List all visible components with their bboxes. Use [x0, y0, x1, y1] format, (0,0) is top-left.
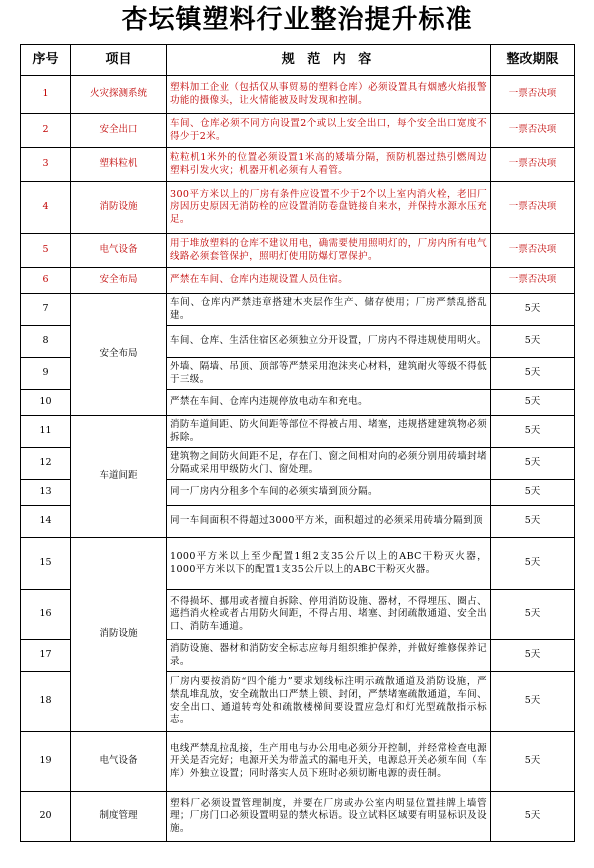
row-content: 建筑物之间防火间距不足，存在门、窗之间相对向的必须分别用砖墙封堵分隔或采用甲级防火门、窗处理。 — [167, 448, 491, 480]
row-item: 消防设施 — [71, 182, 167, 234]
header-number: 序号 — [21, 45, 71, 76]
row-content: 外墙、隔墙、吊顶、顶部等严禁采用泡沫夹心材料，建筑耐火等级不得低于三级。 — [167, 358, 491, 390]
row-content: 粒粒机1米外的位置必须设置1米高的矮墙分隔，预防机器过热引燃周边塑料引发火灾；机器开机必须有人看管。 — [167, 148, 491, 182]
row-deadline: 一票否决项 — [491, 76, 575, 114]
row-number: 16 — [21, 590, 71, 640]
row-number: 4 — [21, 182, 71, 234]
row-deadline: 5天 — [491, 792, 575, 842]
table-row — [21, 416, 575, 448]
row-content: 塑料加工企业（包括仅从事贸易的塑料仓库）必须设置具有烟感火焰报警功能的摄像头，让火情能被及时发现和控制。 — [167, 76, 491, 114]
header-content: 规 范 内 容 — [167, 45, 491, 76]
row-content: 1000平方米以上至少配置1组2支35公斤以上的ABC干粉灭火器，1000平方米以下的配置1支35公斤以上的ABC干粉灭火器。 — [167, 538, 491, 590]
row-item: 塑料粒机 — [71, 148, 167, 182]
row-number: 11 — [21, 416, 71, 448]
group-item: 车道间距 — [71, 416, 167, 538]
row-content: 同一厂房内分租多个车间的必须实墙到顶分隔。 — [167, 480, 491, 506]
table-header-row — [21, 45, 575, 76]
row-item: 安全布局 — [71, 268, 167, 294]
row-content: 用于堆放塑料的仓库不建议用电，确需要使用照明灯的，厂房内所有电气线路必须套管保护，照明灯使用防爆灯罩保护。 — [167, 234, 491, 268]
table-row — [21, 76, 575, 114]
row-number: 14 — [21, 506, 71, 538]
row-deadline: 5天 — [491, 294, 575, 326]
row-content: 消防设施、器材和消防安全标志应每月组织维护保养，并做好维修保养记录。 — [167, 640, 491, 672]
row-deadline: 5天 — [491, 506, 575, 538]
row-number: 2 — [21, 114, 71, 148]
row-deadline: 一票否决项 — [491, 182, 575, 234]
table-row — [21, 234, 575, 268]
row-number: 10 — [21, 390, 71, 416]
table-row — [21, 268, 575, 294]
row-number: 6 — [21, 268, 71, 294]
row-deadline: 5天 — [491, 590, 575, 640]
row-deadline: 一票否决项 — [491, 114, 575, 148]
standards-table — [20, 44, 575, 842]
row-number: 8 — [21, 326, 71, 358]
row-content: 厂房内要按消防“四个能力”要求划线标注明示疏散通道及消防设施，严禁乱堆乱放，安全疏散出口严禁上锁、封闭，严禁堵塞疏散通道，车间、安全出口、通道转弯处和疏散楼梯间要设置应急灯和灯光型疏散指示标志。 — [167, 672, 491, 732]
row-item: 电气设备 — [71, 732, 167, 792]
row-number: 20 — [21, 792, 71, 842]
row-number: 9 — [21, 358, 71, 390]
row-number: 1 — [21, 76, 71, 114]
row-number: 18 — [21, 672, 71, 732]
table-row — [21, 294, 575, 326]
table-row — [21, 538, 575, 590]
header-item: 项目 — [71, 45, 167, 76]
row-deadline: 5天 — [491, 480, 575, 506]
row-deadline: 5天 — [491, 672, 575, 732]
row-deadline: 一票否决项 — [491, 148, 575, 182]
row-deadline: 5天 — [491, 448, 575, 480]
row-content: 车间、仓库内严禁违章搭建木夹层作生产、储存使用；厂房严禁乱搭乱建。 — [167, 294, 491, 326]
row-number: 12 — [21, 448, 71, 480]
row-number: 3 — [21, 148, 71, 182]
row-content: 300平方米以上的厂房有条件应设置不少于2个以上室内消火栓，老旧厂房因历史原因无消防栓的应设置消防卷盘链接自来水，并保持水源水压充足。 — [167, 182, 491, 234]
row-number: 7 — [21, 294, 71, 326]
row-deadline: 一票否决项 — [491, 268, 575, 294]
row-deadline: 5天 — [491, 358, 575, 390]
row-content: 车间、仓库、生活住宿区必须独立分开设置，厂房内不得违规使用明火。 — [167, 326, 491, 358]
row-content: 车间、仓库必须不同方向设置2个或以上安全出口，每个安全出口宽度不得少于2米。 — [167, 114, 491, 148]
row-content: 不得损坏、挪用或者擅自拆除、停用消防设施、器材，不得埋压、圈占、遮挡消火栓或者占用防火间距，不得占用、堵塞、封闭疏散通道、安全出口、消防车通道。 — [167, 590, 491, 640]
row-deadline: 5天 — [491, 640, 575, 672]
row-number: 17 — [21, 640, 71, 672]
row-content: 塑料厂必须设置管理制度，并要在厂房或办公室内明显位置挂牌上墙管理；厂房门口必须设置明显的禁火标语。设立试料区域要有明显标识及设施。 — [167, 792, 491, 842]
row-number: 15 — [21, 538, 71, 590]
row-content: 严禁在车间、仓库内违规停放电动车和充电。 — [167, 390, 491, 416]
row-item: 安全出口 — [71, 114, 167, 148]
page-title: 杏坛镇塑料行业整治提升标准 — [121, 5, 473, 35]
table-row — [21, 792, 575, 842]
header-deadline: 整改期限 — [491, 45, 575, 76]
row-deadline: 5天 — [491, 326, 575, 358]
group-item: 安全布局 — [71, 294, 167, 416]
row-content: 消防车道间距、防火间距等部位不得被占用、堵塞，违规搭建建筑物必须拆除。 — [167, 416, 491, 448]
table-row — [21, 148, 575, 182]
row-deadline: 5天 — [491, 732, 575, 792]
row-number: 19 — [21, 732, 71, 792]
row-deadline: 5天 — [491, 390, 575, 416]
row-item: 火灾探测系统 — [71, 76, 167, 114]
table-row — [21, 732, 575, 792]
row-number: 13 — [21, 480, 71, 506]
row-content: 电线严禁乱拉乱接，生产用电与办公用电必须分开控制，并经常检查电源开关是否完好；电源开关为带盖式的漏电开关，电源总开关必须车间（车库）外独立设置；同时落实人员下班时必须切断电源的责任制。 — [167, 732, 491, 792]
row-deadline: 一票否决项 — [491, 234, 575, 268]
row-item: 制度管理 — [71, 792, 167, 842]
row-number: 5 — [21, 234, 71, 268]
group-item: 消防设施 — [71, 538, 167, 732]
table-row — [21, 182, 575, 234]
row-deadline: 5天 — [491, 538, 575, 590]
row-content: 严禁在车间、仓库内违规设置人员住宿。 — [167, 268, 491, 294]
row-deadline: 5天 — [491, 416, 575, 448]
table-row — [21, 114, 575, 148]
row-item: 电气设备 — [71, 234, 167, 268]
row-content: 同一车间面积不得超过3000平方米，面积超过的必须采用砖墙分隔到顶 — [167, 506, 491, 538]
